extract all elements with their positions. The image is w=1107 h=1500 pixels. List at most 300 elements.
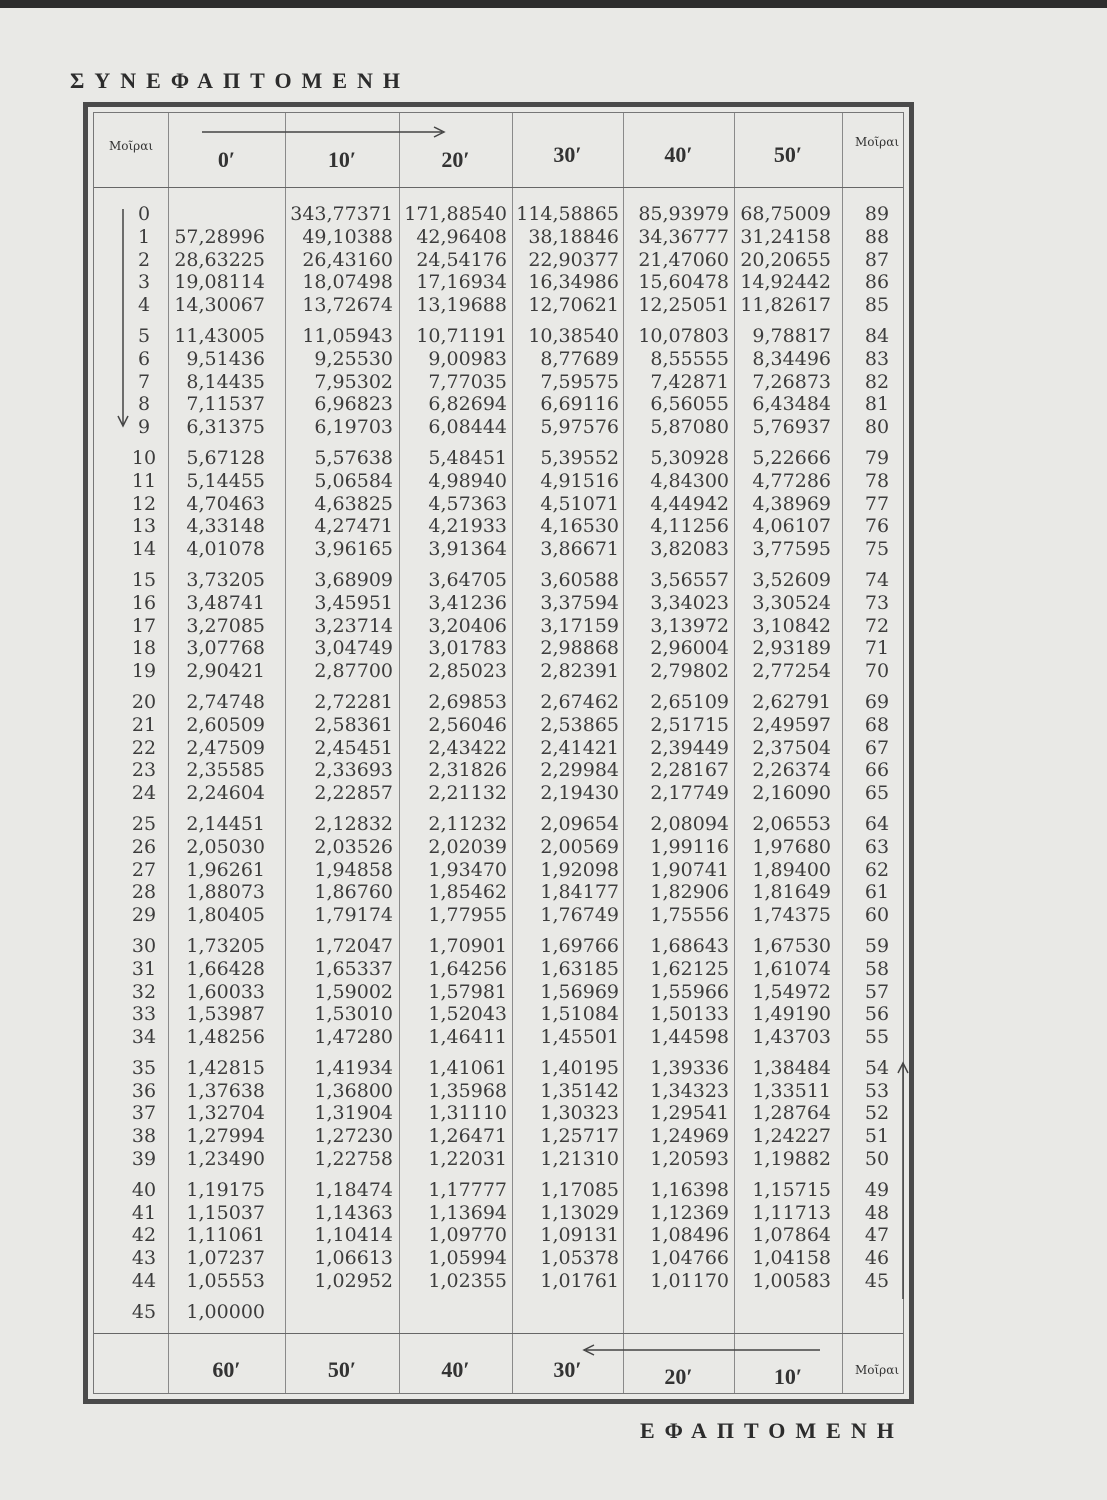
degree-cell: 30 bbox=[131, 934, 157, 957]
value-cell: 1,27994 bbox=[186, 1125, 265, 1148]
table-row bbox=[94, 691, 903, 714]
degree-cell: 8 bbox=[137, 393, 151, 416]
value-cell: 2,41421 bbox=[540, 736, 619, 759]
value-cell: 2,05030 bbox=[186, 835, 265, 858]
degree-cell: 5 bbox=[137, 324, 151, 347]
footer-minute-40: 40′ bbox=[441, 1357, 470, 1382]
value-cell: 3,82083 bbox=[650, 538, 729, 561]
value-cell: 1,53010 bbox=[314, 1003, 393, 1026]
value-cell: 1,63185 bbox=[540, 957, 619, 980]
value-cell: 8,77689 bbox=[540, 347, 619, 370]
table-row bbox=[94, 660, 903, 683]
value-cell: 2,08094 bbox=[650, 812, 729, 835]
value-cell: 49,10388 bbox=[302, 225, 393, 248]
complement-degree-cell: 56 bbox=[864, 1003, 890, 1026]
row-group bbox=[94, 325, 903, 439]
value-cell: 1,46411 bbox=[428, 1026, 507, 1049]
value-cell: 1,62125 bbox=[650, 957, 729, 980]
value-cell: 2,58361 bbox=[314, 713, 393, 736]
value-cell: 1,66428 bbox=[186, 957, 265, 980]
up-arrow-icon bbox=[896, 1061, 910, 1301]
value-cell: 9,25530 bbox=[314, 347, 393, 370]
footer-minute-20: 20′ bbox=[664, 1364, 693, 1389]
value-cell: 4,70463 bbox=[186, 492, 265, 515]
value-cell: 1,41934 bbox=[314, 1056, 393, 1079]
table-row bbox=[94, 325, 903, 348]
value-cell: 1,82906 bbox=[650, 881, 729, 904]
header-degrees-left: Μοῖραι bbox=[108, 139, 154, 153]
degree-cell: 36 bbox=[131, 1079, 157, 1102]
value-cell: 1,89400 bbox=[752, 858, 831, 881]
value-cell: 1,47280 bbox=[314, 1026, 393, 1049]
value-cell: 1,06613 bbox=[314, 1247, 393, 1270]
value-cell: 1,29541 bbox=[650, 1102, 729, 1125]
value-cell: 2,39449 bbox=[650, 736, 729, 759]
value-cell: 3,04749 bbox=[314, 637, 393, 660]
value-cell: 1,56969 bbox=[540, 980, 619, 1003]
value-cell: 1,07864 bbox=[752, 1224, 831, 1247]
value-cell: 1,02355 bbox=[428, 1270, 507, 1293]
degree-cell: 16 bbox=[131, 591, 157, 614]
value-cell: 1,69766 bbox=[540, 934, 619, 957]
value-cell: 8,55555 bbox=[650, 347, 729, 370]
value-cell: 2,43422 bbox=[428, 736, 507, 759]
value-cell: 3,23714 bbox=[314, 614, 393, 637]
value-cell: 10,71191 bbox=[416, 324, 507, 347]
value-cell: 1,65337 bbox=[314, 957, 393, 980]
value-cell: 1,77955 bbox=[428, 904, 507, 927]
value-cell: 1,43703 bbox=[752, 1026, 831, 1049]
value-cell: 1,18474 bbox=[314, 1178, 393, 1201]
value-cell: 3,37594 bbox=[540, 591, 619, 614]
value-cell: 9,00983 bbox=[428, 347, 507, 370]
complement-degree-cell: 61 bbox=[864, 881, 890, 904]
value-cell: 1,61074 bbox=[752, 957, 831, 980]
value-cell: 2,72281 bbox=[314, 690, 393, 713]
value-cell: 6,69116 bbox=[540, 393, 619, 416]
table-row bbox=[94, 249, 903, 272]
value-cell: 1,19882 bbox=[752, 1148, 831, 1171]
value-cell: 1,02952 bbox=[314, 1270, 393, 1293]
table-row bbox=[94, 416, 903, 439]
value-cell: 2,98868 bbox=[540, 637, 619, 660]
value-cell: 2,22857 bbox=[314, 782, 393, 805]
complement-degree-cell: 68 bbox=[864, 713, 890, 736]
value-cell: 5,06584 bbox=[314, 469, 393, 492]
value-cell: 1,13029 bbox=[540, 1201, 619, 1224]
value-cell: 2,79802 bbox=[650, 660, 729, 683]
complement-degree-cell: 67 bbox=[864, 736, 890, 759]
value-cell: 3,34023 bbox=[650, 591, 729, 614]
value-cell: 3,60588 bbox=[540, 568, 619, 591]
value-cell: 2,62791 bbox=[752, 690, 831, 713]
value-cell: 5,22666 bbox=[752, 446, 831, 469]
value-cell: 10,07803 bbox=[638, 324, 729, 347]
table-row bbox=[94, 515, 903, 538]
table-row bbox=[94, 1301, 903, 1324]
value-cell: 2,37504 bbox=[752, 736, 831, 759]
complement-degree-cell: 64 bbox=[864, 812, 890, 835]
degree-cell: 44 bbox=[131, 1270, 157, 1293]
value-cell: 4,21933 bbox=[428, 515, 507, 538]
value-cell: 2,53865 bbox=[540, 713, 619, 736]
value-cell: 6,56055 bbox=[650, 393, 729, 416]
value-cell: 3,73205 bbox=[186, 568, 265, 591]
value-cell: 5,48451 bbox=[428, 446, 507, 469]
value-cell: 1,05378 bbox=[540, 1247, 619, 1270]
value-cell: 1,27230 bbox=[314, 1125, 393, 1148]
value-cell: 1,50133 bbox=[650, 1003, 729, 1026]
value-cell: 7,11537 bbox=[186, 393, 265, 416]
value-cell: 1,05553 bbox=[186, 1270, 265, 1293]
complement-degree-cell: 46 bbox=[864, 1247, 890, 1270]
value-cell: 5,67128 bbox=[186, 446, 265, 469]
degree-cell: 15 bbox=[131, 568, 157, 591]
value-cell: 1,81649 bbox=[752, 881, 831, 904]
value-cell: 2,74748 bbox=[186, 690, 265, 713]
value-cell: 1,36800 bbox=[314, 1079, 393, 1102]
degree-cell: 21 bbox=[131, 713, 157, 736]
complement-degree-cell: 78 bbox=[864, 469, 890, 492]
complement-degree-cell: 45 bbox=[864, 1270, 890, 1293]
header-minute-10: 10′ bbox=[327, 147, 357, 172]
value-cell: 3,96165 bbox=[314, 538, 393, 561]
value-cell: 1,24969 bbox=[650, 1125, 729, 1148]
table-row bbox=[94, 1003, 903, 1026]
value-cell: 2,93189 bbox=[752, 637, 831, 660]
complement-degree-cell: 47 bbox=[864, 1224, 890, 1247]
value-cell: 2,16090 bbox=[752, 782, 831, 805]
table-row bbox=[94, 371, 903, 394]
value-cell: 1,51084 bbox=[540, 1003, 619, 1026]
value-cell: 13,72674 bbox=[302, 294, 393, 317]
table-row bbox=[94, 1247, 903, 1270]
complement-degree-cell: 73 bbox=[864, 591, 890, 614]
value-cell: 4,44942 bbox=[650, 492, 729, 515]
complement-degree-cell: 88 bbox=[864, 225, 890, 248]
value-cell: 1,17085 bbox=[540, 1178, 619, 1201]
value-cell: 2,26374 bbox=[752, 759, 831, 782]
value-cell: 5,39552 bbox=[540, 446, 619, 469]
value-cell: 11,05943 bbox=[302, 324, 393, 347]
table-row bbox=[94, 203, 903, 226]
right-arrow-icon bbox=[202, 125, 452, 139]
value-cell: 1,68643 bbox=[650, 934, 729, 957]
value-cell: 2,29984 bbox=[540, 759, 619, 782]
table-row bbox=[94, 637, 903, 660]
value-cell: 1,00000 bbox=[186, 1300, 265, 1323]
complement-degree-cell: 89 bbox=[864, 203, 890, 225]
value-cell: 1,60033 bbox=[186, 980, 265, 1003]
value-cell: 1,85462 bbox=[428, 881, 507, 904]
value-cell: 8,34496 bbox=[752, 347, 831, 370]
complement-degree-cell: 49 bbox=[864, 1178, 890, 1201]
value-cell: 1,70901 bbox=[428, 934, 507, 957]
complement-degree-cell: 59 bbox=[864, 934, 890, 957]
complement-degree-cell: 60 bbox=[864, 904, 890, 927]
value-cell: 17,16934 bbox=[416, 271, 507, 294]
value-cell: 1,09131 bbox=[540, 1224, 619, 1247]
value-cell: 1,12369 bbox=[650, 1201, 729, 1224]
value-cell: 1,35142 bbox=[540, 1079, 619, 1102]
value-cell: 3,77595 bbox=[752, 538, 831, 561]
value-cell: 7,42871 bbox=[650, 370, 729, 393]
degree-cell: 4 bbox=[137, 294, 151, 317]
value-cell: 28,63225 bbox=[174, 248, 265, 271]
complement-degree-cell: 66 bbox=[864, 759, 890, 782]
value-cell: 3,45951 bbox=[314, 591, 393, 614]
complement-degree-cell: 52 bbox=[864, 1102, 890, 1125]
value-cell: 3,17159 bbox=[540, 614, 619, 637]
table-row bbox=[94, 1102, 903, 1125]
table-row bbox=[94, 836, 903, 859]
down-arrow-icon bbox=[116, 209, 130, 431]
table-row bbox=[94, 226, 903, 249]
value-cell: 6,31375 bbox=[186, 416, 265, 439]
value-cell: 7,95302 bbox=[314, 370, 393, 393]
table-row bbox=[94, 1179, 903, 1202]
value-cell: 2,51715 bbox=[650, 713, 729, 736]
complement-degree-cell: 53 bbox=[864, 1079, 890, 1102]
value-cell: 171,88540 bbox=[404, 203, 507, 225]
value-cell: 1,35968 bbox=[428, 1079, 507, 1102]
degree-cell: 32 bbox=[131, 980, 157, 1003]
table-row bbox=[94, 1270, 903, 1293]
table-row bbox=[94, 981, 903, 1004]
value-cell: 1,73205 bbox=[186, 934, 265, 957]
value-cell: 2,21132 bbox=[428, 782, 507, 805]
value-cell: 14,92442 bbox=[740, 271, 831, 294]
value-cell: 4,11256 bbox=[650, 515, 729, 538]
degree-cell: 2 bbox=[137, 248, 151, 271]
complement-degree-cell: 57 bbox=[864, 980, 890, 1003]
degree-cell: 24 bbox=[131, 782, 157, 805]
value-cell: 2,65109 bbox=[650, 690, 729, 713]
complement-degree-cell: 85 bbox=[864, 294, 890, 317]
value-cell: 4,77286 bbox=[752, 469, 831, 492]
table-row bbox=[94, 1026, 903, 1049]
value-cell: 24,54176 bbox=[416, 248, 507, 271]
value-cell: 3,10842 bbox=[752, 614, 831, 637]
degree-cell: 31 bbox=[131, 957, 157, 980]
value-cell: 1,90741 bbox=[650, 858, 729, 881]
row-group bbox=[94, 691, 903, 805]
footer-divider bbox=[94, 1333, 903, 1334]
table-row bbox=[94, 782, 903, 805]
degree-cell: 9 bbox=[137, 416, 151, 439]
complement-degree-cell: 58 bbox=[864, 957, 890, 980]
value-cell: 3,07768 bbox=[186, 637, 265, 660]
table-inner bbox=[93, 112, 904, 1394]
value-cell: 2,90421 bbox=[186, 660, 265, 683]
degree-cell: 25 bbox=[131, 812, 157, 835]
value-cell: 12,70621 bbox=[528, 294, 619, 317]
value-cell: 3,30524 bbox=[752, 591, 831, 614]
value-cell: 1,23490 bbox=[186, 1148, 265, 1171]
degree-cell: 37 bbox=[131, 1102, 157, 1125]
complement-degree-cell: 72 bbox=[864, 614, 890, 637]
value-cell: 2,35585 bbox=[186, 759, 265, 782]
value-cell: 1,37638 bbox=[186, 1079, 265, 1102]
complement-degree-cell: 83 bbox=[864, 347, 890, 370]
value-cell: 3,01783 bbox=[428, 637, 507, 660]
degree-cell: 29 bbox=[131, 904, 157, 927]
value-cell: 42,96408 bbox=[416, 225, 507, 248]
value-cell: 1,75556 bbox=[650, 904, 729, 927]
value-cell: 20,20655 bbox=[740, 248, 831, 271]
value-cell: 1,45501 bbox=[540, 1026, 619, 1049]
degree-cell: 7 bbox=[137, 370, 151, 393]
value-cell: 1,76749 bbox=[540, 904, 619, 927]
row-group bbox=[94, 1179, 903, 1293]
complement-degree-cell: 81 bbox=[864, 393, 890, 416]
degree-cell: 0 bbox=[137, 203, 151, 225]
value-cell: 1,04158 bbox=[752, 1247, 831, 1270]
value-cell: 2,85023 bbox=[428, 660, 507, 683]
table-row bbox=[94, 813, 903, 836]
table-body bbox=[94, 203, 903, 1332]
value-cell: 1,01170 bbox=[650, 1270, 729, 1293]
value-cell: 5,57638 bbox=[314, 446, 393, 469]
value-cell: 5,14455 bbox=[186, 469, 265, 492]
table-row bbox=[94, 1125, 903, 1148]
value-cell: 4,38969 bbox=[752, 492, 831, 515]
degree-cell: 23 bbox=[131, 759, 157, 782]
row-group bbox=[94, 1301, 903, 1324]
value-cell: 1,15715 bbox=[752, 1178, 831, 1201]
value-cell: 2,82391 bbox=[540, 660, 619, 683]
value-cell: 3,68909 bbox=[314, 568, 393, 591]
value-cell: 18,07498 bbox=[302, 271, 393, 294]
value-cell: 1,86760 bbox=[314, 881, 393, 904]
complement-degree-cell: 62 bbox=[864, 858, 890, 881]
value-cell: 4,51071 bbox=[540, 492, 619, 515]
value-cell: 2,31826 bbox=[428, 759, 507, 782]
value-cell: 2,00569 bbox=[540, 835, 619, 858]
value-cell: 1,39336 bbox=[650, 1056, 729, 1079]
value-cell: 3,56557 bbox=[650, 568, 729, 591]
value-cell: 10,38540 bbox=[528, 324, 619, 347]
footer-minute-30: 30′ bbox=[553, 1357, 582, 1382]
table-row bbox=[94, 859, 903, 882]
row-group bbox=[94, 447, 903, 561]
degree-cell: 18 bbox=[131, 637, 157, 660]
row-group bbox=[94, 935, 903, 1049]
value-cell: 1,33511 bbox=[752, 1079, 831, 1102]
value-cell: 5,97576 bbox=[540, 416, 619, 439]
value-cell: 3,64705 bbox=[428, 568, 507, 591]
value-cell: 2,12832 bbox=[314, 812, 393, 835]
value-cell: 1,11061 bbox=[186, 1224, 265, 1247]
value-cell: 3,20406 bbox=[428, 614, 507, 637]
complement-degree-cell: 55 bbox=[864, 1026, 890, 1049]
value-cell: 2,47509 bbox=[186, 736, 265, 759]
table-row bbox=[94, 447, 903, 470]
table-row bbox=[94, 393, 903, 416]
value-cell: 4,16530 bbox=[540, 515, 619, 538]
value-cell: 11,82617 bbox=[740, 294, 831, 317]
degree-cell: 1 bbox=[137, 225, 151, 248]
complement-degree-cell: 77 bbox=[864, 492, 890, 515]
table-row bbox=[94, 470, 903, 493]
value-cell: 1,14363 bbox=[314, 1201, 393, 1224]
degree-cell: 26 bbox=[131, 835, 157, 858]
value-cell: 2,45451 bbox=[314, 736, 393, 759]
tangent-title: ΕΦΑΠΤΟΜΕΝΗ bbox=[640, 1418, 904, 1443]
scan-edge-bar bbox=[0, 0, 1107, 8]
value-cell: 1,21310 bbox=[540, 1148, 619, 1171]
value-cell: 2,02039 bbox=[428, 835, 507, 858]
degree-cell: 6 bbox=[137, 347, 151, 370]
header-minute-30: 30′ bbox=[553, 142, 582, 167]
value-cell: 2,17749 bbox=[650, 782, 729, 805]
footer-minute-60: 60′ bbox=[212, 1357, 241, 1382]
degree-cell: 43 bbox=[131, 1247, 157, 1270]
value-cell: 4,98940 bbox=[428, 469, 507, 492]
value-cell: 19,08114 bbox=[174, 271, 265, 294]
complement-degree-cell: 86 bbox=[864, 271, 890, 294]
degree-cell: 10 bbox=[131, 446, 157, 469]
complement-degree-cell: 74 bbox=[864, 568, 890, 591]
header-minute-50: 50′ bbox=[773, 142, 803, 167]
value-cell: 2,96004 bbox=[650, 637, 729, 660]
degree-cell: 19 bbox=[131, 660, 157, 683]
value-cell: 1,25717 bbox=[540, 1125, 619, 1148]
value-cell: 4,27471 bbox=[314, 515, 393, 538]
degree-cell: 17 bbox=[131, 614, 157, 637]
value-cell: 1,57981 bbox=[428, 980, 507, 1003]
value-cell: 1,97680 bbox=[752, 835, 831, 858]
value-cell: 1,09770 bbox=[428, 1224, 507, 1247]
value-cell: 1,41061 bbox=[428, 1056, 507, 1079]
header-degrees-right: Μοῖραι bbox=[854, 135, 900, 149]
value-cell: 4,84300 bbox=[650, 469, 729, 492]
table-row bbox=[94, 1202, 903, 1225]
value-cell: 1,52043 bbox=[428, 1003, 507, 1026]
value-cell: 114,58865 bbox=[516, 203, 619, 225]
value-cell: 14,30067 bbox=[174, 294, 265, 317]
value-cell: 1,99116 bbox=[650, 835, 729, 858]
value-cell: 1,07237 bbox=[186, 1247, 265, 1270]
value-cell: 5,76937 bbox=[752, 416, 831, 439]
value-cell: 85,93979 bbox=[638, 203, 729, 225]
table-row bbox=[94, 714, 903, 737]
degree-cell: 28 bbox=[131, 881, 157, 904]
value-cell: 2,56046 bbox=[428, 713, 507, 736]
value-cell: 1,53987 bbox=[186, 1003, 265, 1026]
value-cell: 2,28167 bbox=[650, 759, 729, 782]
degree-cell: 14 bbox=[131, 538, 157, 561]
row-group bbox=[94, 1057, 903, 1171]
value-cell: 6,19703 bbox=[314, 416, 393, 439]
degree-cell: 22 bbox=[131, 736, 157, 759]
table-row bbox=[94, 1148, 903, 1171]
degree-cell: 42 bbox=[131, 1224, 157, 1247]
value-cell: 38,18846 bbox=[528, 225, 619, 248]
value-cell: 3,41236 bbox=[428, 591, 507, 614]
table-row bbox=[94, 271, 903, 294]
complement-degree-cell: 80 bbox=[864, 416, 890, 439]
complement-degree-cell: 79 bbox=[864, 446, 890, 469]
value-cell: 1,96261 bbox=[186, 858, 265, 881]
value-cell: 68,75009 bbox=[740, 203, 831, 225]
value-cell: 2,33693 bbox=[314, 759, 393, 782]
table-row bbox=[94, 759, 903, 782]
value-cell: 6,82694 bbox=[428, 393, 507, 416]
value-cell: 1,34323 bbox=[650, 1079, 729, 1102]
value-cell: 2,14451 bbox=[186, 812, 265, 835]
value-cell: 1,01761 bbox=[540, 1270, 619, 1293]
